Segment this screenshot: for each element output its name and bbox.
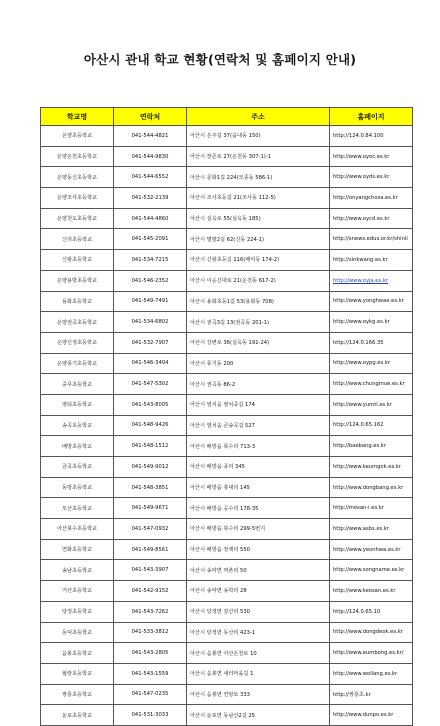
school-name-cell: 신리초등학교	[41, 229, 114, 250]
phone-cell: 041-532-7907	[114, 332, 187, 353]
phone-cell: 041-543-7262	[114, 601, 187, 622]
table-row	[41, 229, 413, 250]
address-cell: 아산시 송악면 송학리 28	[187, 581, 330, 602]
homepage-cell: http://www.dongbang.es.kr	[330, 477, 413, 498]
phone-cell: 041-549-8561	[114, 539, 187, 560]
address-cell: 아산시 음봉면 아산온천로 10	[187, 643, 330, 664]
phone-cell: 041-544-4821	[114, 126, 187, 147]
table-row	[41, 208, 413, 229]
phone-cell: 041-547-5302	[114, 374, 187, 395]
school-name-cell: 모산초등학교	[41, 498, 114, 519]
school-name-cell: 아산북수초등학교	[41, 519, 114, 540]
address-cell: 아산시 배방읍 장재리 550	[187, 539, 330, 560]
homepage-cell: http://www.yumti.es.kr	[330, 394, 413, 415]
table-row	[41, 126, 413, 147]
address-cell: 아산시 배방읍 공수리 178-35	[187, 498, 330, 519]
homepage-cell: http://124.0.65.162	[330, 415, 413, 436]
phone-cell: 041-533-3812	[114, 622, 187, 643]
phone-cell: 041-549-9671	[114, 498, 187, 519]
school-name-cell: 음봉초등학교	[41, 643, 114, 664]
table-row	[41, 560, 413, 581]
header-contact: 연락처	[114, 108, 187, 126]
phone-cell: 041-547-0235	[114, 684, 187, 705]
school-name-cell: 온양권곡초등학교	[41, 312, 114, 333]
address-cell: 아산시 강변로 36(실옥동 191-24)	[187, 332, 330, 353]
phone-cell: 041-544-4860	[114, 208, 187, 229]
table-header-row	[41, 108, 413, 126]
homepage-cell: http://www.oykg.es.kr	[330, 312, 413, 333]
address-cell: 아산시 풍기동 200	[187, 353, 330, 374]
header-address: 주소	[187, 108, 330, 126]
homepage-cell: http://쌍룡초.kr	[330, 684, 413, 705]
homepage-cell: http://124.0.166.35	[330, 332, 413, 353]
address-cell: 아산시 권곡3길 13(권곡동 201-1)	[187, 312, 330, 333]
homepage-cell: http://www.asbs.es.kr	[330, 519, 413, 540]
homepage-cell: http://sinkwang.es.kr	[330, 250, 413, 271]
table-row	[41, 705, 413, 726]
school-name-cell: 금곡초등학교	[41, 457, 114, 478]
school-name-cell: 온양신정초등학교	[41, 332, 114, 353]
homepage-cell: http://www.oyds.es.kr	[330, 167, 413, 188]
phone-cell: 041-532-2139	[114, 188, 187, 209]
address-cell: 아산시 문화1길 224(모종동 586-1)	[187, 167, 330, 188]
homepage-cell: http://www.dunpo.es.kr	[330, 705, 413, 726]
phone-cell: 041-534-7215	[114, 250, 187, 271]
school-name-cell: 동방초등학교	[41, 477, 114, 498]
school-table	[40, 107, 413, 726]
school-name-cell: 온양동신초등학교	[41, 167, 114, 188]
phone-cell: 041-534-6802	[114, 312, 187, 333]
phone-cell: 041-546-3404	[114, 353, 187, 374]
table-row	[41, 581, 413, 602]
school-name-cell: 둔포초등학교	[41, 705, 114, 726]
phone-cell: 041-549-9012	[114, 457, 187, 478]
address-cell: 아산시 염치읍 큰송곡길 527	[187, 415, 330, 436]
school-name-cell: 쌍룡초등학교	[41, 684, 114, 705]
table-row	[41, 146, 413, 167]
homepage-cell: http://www.dongdeok.es.kr	[330, 622, 413, 643]
phone-cell: 041-548-1512	[114, 436, 187, 457]
homepage-cell: http://www.keosan.es.kr	[330, 581, 413, 602]
phone-cell: 041-531-3033	[114, 705, 187, 726]
phone-cell: 041-543-8005	[114, 394, 187, 415]
phone-cell: 041-548-3851	[114, 477, 187, 498]
table-row	[41, 353, 413, 374]
address-cell: 아산시 배방읍 휴대리 145	[187, 477, 330, 498]
table-row	[41, 394, 413, 415]
table-row	[41, 436, 413, 457]
school-name-cell: 거산초등학교	[41, 581, 114, 602]
school-name-cell: 염티초등학교	[41, 394, 114, 415]
school-name-cell: 송곡초등학교	[41, 415, 114, 436]
table-row	[41, 374, 413, 395]
school-name-cell: 송남초등학교	[41, 560, 114, 581]
address-cell: 아산시 음봉면 연암로 333	[187, 684, 330, 705]
address-cell: 아산시 배방읍 북수리 299-5번지	[187, 519, 330, 540]
school-name-cell: 연화초등학교	[41, 539, 114, 560]
table-row	[41, 250, 413, 271]
address-cell: 아산시 실옥로 55(실옥동 185)	[187, 208, 330, 229]
school-name-cell: 중무초등학교	[41, 374, 114, 395]
table-row	[41, 539, 413, 560]
school-name-cell: 탕정초등학교	[41, 601, 114, 622]
address-cell: 아산시 둔포면 동남산2길 25	[187, 705, 330, 726]
table-row	[41, 601, 413, 622]
table-row	[41, 622, 413, 643]
table-row	[41, 457, 413, 478]
school-name-cell: 온양천도초등학교	[41, 208, 114, 229]
address-cell: 아산시 탕정면 갈산리 530	[187, 601, 330, 622]
table-row	[41, 663, 413, 684]
homepage-cell: http://mosan-i.es.kr	[330, 498, 413, 519]
table-row	[41, 519, 413, 540]
homepage-cell: http://www.yonghwae.es.kr	[330, 291, 413, 312]
table-row	[41, 332, 413, 353]
phone-cell: 041-547-0932	[114, 519, 187, 540]
address-cell: 아산시 권곡동 86-2	[187, 374, 330, 395]
school-name-cell: 동덕초등학교	[41, 622, 114, 643]
address-cell: 아산시 송악면 역촌리 50	[187, 560, 330, 581]
homepage-cell: http://www.oypg.es.kr	[330, 353, 413, 374]
school-name-cell: 온양풍기초등학교	[41, 353, 114, 374]
school-name-cell: 온양초등학교	[41, 126, 114, 147]
school-name-cell: 온양용방초등학교	[41, 270, 114, 291]
address-cell: 아산시 염치읍 염치중길 174	[187, 394, 330, 415]
school-name-cell: 월랑초등학교	[41, 663, 114, 684]
phone-cell: 041-546-2352	[114, 270, 187, 291]
phone-cell: 041-549-7491	[114, 291, 187, 312]
table-row	[41, 188, 413, 209]
table-row	[41, 270, 413, 291]
school-name-cell: 신왕초등학교	[41, 250, 114, 271]
table-row	[41, 415, 413, 436]
homepage-cell: http://www.wollang.es.kr	[330, 663, 413, 684]
homepage-cell: http://www.oycd.es.kr	[330, 208, 413, 229]
phone-cell: 041-543-3907	[114, 560, 187, 581]
homepage-cell: http://www.chungmue.es.kr	[330, 374, 413, 395]
table-body	[41, 126, 413, 726]
phone-cell: 041-545-2091	[114, 229, 187, 250]
phone-cell: 041-544-9830	[114, 146, 187, 167]
address-cell: 아산시 음봉면 새터마을길 1	[187, 663, 330, 684]
address-cell: 아산시 장존로 27(온천동 307-1)-1	[187, 146, 330, 167]
address-cell: 아산시 조사초등길 21(조사동 112-5)	[187, 188, 330, 209]
table-row	[41, 684, 413, 705]
table-row	[41, 643, 413, 664]
homepage-cell: http://www.yeonhwa.es.kr	[330, 539, 413, 560]
address-cell: 아산시 용화초등1길 53(용화동 708)	[187, 291, 330, 312]
address-cell: 아산시 온주길 37(읍내동 150)	[187, 126, 330, 147]
homepage-cell: http://snews.edus.or.kr/shinli	[330, 229, 413, 250]
table-row	[41, 498, 413, 519]
homepage-cell: http://www.eumbong.es.kr/	[330, 643, 413, 664]
phone-cell: 041-548-9426	[114, 415, 187, 436]
school-name-cell: 배방초등학교	[41, 436, 114, 457]
address-cell: 아산시 배방읍 북수리 713-3	[187, 436, 330, 457]
table-row	[41, 477, 413, 498]
homepage-cell: http://baebang.es.kr	[330, 436, 413, 457]
phone-cell: 041-543-1559	[114, 663, 187, 684]
header-homepage: 홈페이지	[330, 108, 413, 126]
address-cell: 아산시 이순신대로 21(온천동 617-2)	[187, 270, 330, 291]
homepage-cell: http://124.0.65.10	[330, 601, 413, 622]
school-name-cell: 온양온천초등학교	[41, 146, 114, 167]
header-school-name: 학교명	[41, 108, 114, 126]
homepage-cell: http://www.songname.es.kr	[330, 560, 413, 581]
table-row	[41, 312, 413, 333]
address-cell: 아산시 벌말2길 62(신동 224-1)	[187, 229, 330, 250]
table-row	[41, 167, 413, 188]
phone-cell: 041-543-2805	[114, 643, 187, 664]
document-title: 아산시 관내 학교 현황(연락처 및 홈페이지 안내)	[83, 52, 357, 67]
homepage-cell: http://124.0.84.100	[330, 126, 413, 147]
address-cell: 아산시 탕정면 동산리 423-1	[187, 622, 330, 643]
phone-cell: 041-542-9152	[114, 581, 187, 602]
address-cell: 아산시 신왕초등길 116(배미동 174-2)	[187, 250, 330, 271]
homepage-cell: http://onyangchosa.es.kr	[330, 188, 413, 209]
homepage-cell[interactable]: http://www.oyja.es.kr	[330, 270, 413, 291]
homepage-cell: http://www.keumgok.es.kr	[330, 457, 413, 478]
address-cell: 아산시 배방읍 중리 345	[187, 457, 330, 478]
phone-cell: 041-544-6552	[114, 167, 187, 188]
school-name-cell: 온양조사초등학교	[41, 188, 114, 209]
table-row	[41, 291, 413, 312]
homepage-cell: http://www.oyoc.es.kr	[330, 146, 413, 167]
school-name-cell: 용화초등학교	[41, 291, 114, 312]
